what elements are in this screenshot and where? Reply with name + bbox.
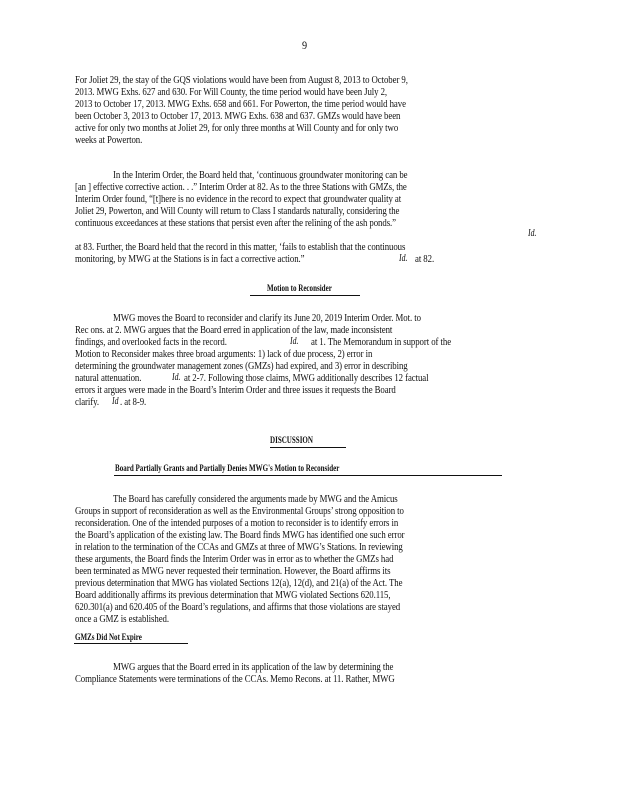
text-line: previous determination that MWG has violated Sections 12(a), 12(d), and 21(a) of the Act. The (75, 577, 403, 589)
text-line: Motion to Reconsider makes three broad arguments: 1) lack of due process, 2) error in (75, 348, 373, 360)
section-heading: DISCUSSION (270, 436, 313, 446)
citation-id: Id. (399, 253, 408, 264)
heading-underline (114, 475, 502, 476)
citation-id: Id (112, 396, 119, 407)
text-line: . at 8-9. (120, 396, 147, 408)
text-line: in relation to the termination of the CCAs and GMZs at three of MWG’s Stations. In reviewing (75, 541, 403, 553)
text-line: findings, and overlooked facts in the record. (75, 336, 227, 348)
text-line: In the Interim Order, the Board held that, ‘continuous groundwater monitoring can be (113, 169, 408, 181)
text-line: Interim Order found, “[t]here is no evidence in the record to expect that groundwater quality at (75, 193, 402, 205)
text-line: 2013. MWG Exhs. 627 and 630. For Will County, the time period would have been July 2, (75, 86, 388, 98)
text-line: these arguments, the Board finds the Interim Order was in error as to whether the GMZs had (75, 553, 394, 565)
text-line: The Board has carefully considered the arguments made by MWG and the Amicus (113, 493, 398, 505)
text-line: at 82. (415, 253, 435, 265)
subsection-heading: Board Partially Grants and Partially Denies MWG's Motion to Reconsider (115, 464, 340, 474)
text-line: Joliet 29, Powerton, and Will County will return to Class I standards naturally, considering the (75, 205, 400, 217)
section-heading: Motion to Reconsider (267, 284, 332, 294)
citation-id: Id. (290, 336, 299, 347)
text-line: errors it argues were made in the Board’s Interim Order and three issues it requests the Board (75, 384, 396, 396)
text-line: the Board’s application of the existing law. The Board finds MWG has identified one such error (75, 529, 405, 541)
text-line: clarify. (75, 396, 99, 408)
citation-id: Id. (528, 228, 537, 239)
heading-underline (270, 447, 346, 448)
text-line: MWG argues that the Board erred in its application of the law by determining the (113, 661, 394, 673)
text-line: continuous exceedances at these stations that persist even after the relining of the ash ponds.” (75, 217, 396, 229)
subsection-heading: GMZs Did Not Expire (75, 633, 142, 643)
text-line: 2013 to October 17, 2013. MWG Exhs. 658 and 661. For Powerton, the time period would have (75, 98, 406, 110)
text-line: at 83. Further, the Board held that the record in this matter, ‘fails to establish that the continuous (75, 241, 406, 253)
text-line: Compliance Statements were terminations of the CCAs. Memo Recons. at 11. Rather, MWG (75, 673, 395, 685)
text-line: weeks at Powerton. (75, 134, 143, 146)
text-line: 620.301(a) and 620.405 of the Board’s regulations, and affirms that those violations are stayed (75, 601, 401, 613)
text-line: monitoring, by MWG at the Stations is in fact a corrective action.” (75, 253, 305, 265)
text-line: at 1. The Memorandum in support of the (311, 336, 452, 348)
text-line: Groups in support of reconsideration as well as the Environmental Groups’ strong opposition to (75, 505, 404, 517)
text-line: been terminated as MWG never requested their termination. However, the Board affirms its (75, 565, 391, 577)
text-line: been October 3, 2013 to October 17, 2013. MWG Exhs. 638 and 637. GMZs would have been (75, 110, 401, 122)
text-line: at 2-7. Following those claims, MWG additionally describes 12 factual (184, 372, 429, 384)
text-line: determining the groundwater management zones (GMZs) had expired, and 3) error in describing (75, 360, 408, 372)
page-number: 9 (302, 38, 308, 52)
heading-underline (74, 643, 188, 644)
text-line: For Joliet 29, the stay of the GQS violations would have been from August 8, 2013 to October 9, (75, 74, 408, 86)
citation-id: Id. (172, 372, 181, 383)
text-line: once a GMZ is established. (75, 613, 169, 625)
text-line: active for only two months at Joliet 29, for only three months at Will County and for only two (75, 122, 399, 134)
text-line: [an ] effective corrective action. . .” Interim Order at 82. As to the three Stations with GMZs, the (75, 181, 407, 193)
text-line: Rec ons. at 2. MWG argues that the Board erred in application of the law, made inconsistent (75, 324, 393, 336)
text-line: Board additionally affirms its previous determination that MWG violated Sections 620.115, (75, 589, 391, 601)
text-line: natural attenuation. (75, 372, 142, 384)
text-line: reconsideration. One of the intended purposes of a motion to reconsider is to identify errors in (75, 517, 399, 529)
heading-underline (250, 295, 360, 296)
text-line: MWG moves the Board to reconsider and clarify its June 20, 2019 Interim Order. Mot. to (113, 312, 421, 324)
